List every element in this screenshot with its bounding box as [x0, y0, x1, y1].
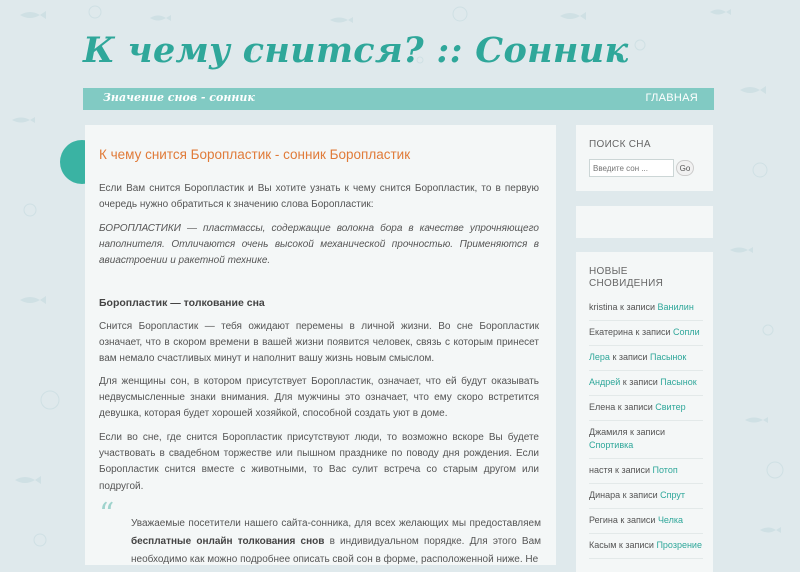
- comment-post-link[interactable]: Пасынок: [660, 377, 697, 387]
- comment-post-link[interactable]: Челка: [657, 515, 684, 525]
- search-widget: [576, 125, 713, 191]
- comment-connector: к записи: [629, 427, 665, 437]
- comment-author[interactable]: Андрей: [589, 377, 621, 387]
- comment-connector: к записи: [620, 515, 656, 525]
- comment-author: Динара: [589, 490, 621, 500]
- post-subheading: Боропластик — толкование сна: [99, 297, 265, 309]
- comment-connector: к записи: [620, 302, 656, 312]
- navbar: [83, 88, 714, 110]
- site-tagline[interactable]: Значение снов - сонник: [103, 91, 255, 104]
- comment-author: Елена: [589, 402, 616, 412]
- recent-comments-list: [589, 296, 703, 559]
- comment-post-link[interactable]: Сопли: [673, 327, 700, 337]
- comment-connector: к записи: [622, 490, 658, 500]
- post-paragraph-3: Если во сне, где снится Боропластик присутствуют люди, то возможно вскоре Вы будете участвовать в свадебном торжестве или пышном празднике по поводу дня рождения. Если Боропластик снится вместе с животными, то Вас сулит встреча со старым другом или подругой.: [99, 432, 539, 492]
- post-intro: Если Вам снится Боропластик и Вы хотите узнать к чему снится Боропластик, то в первую очередь нужно обратиться к значению слова Боропластик:: [99, 183, 539, 211]
- recent-comment-item: [589, 459, 703, 484]
- comment-post-link[interactable]: Спортивка: [589, 440, 634, 450]
- recent-comment-item: [589, 296, 703, 321]
- blockquote: [131, 515, 541, 565]
- comment-connector: к записи: [618, 540, 654, 550]
- post-paragraph-1: Снится Боропластик — тебя ожидают перемены в личной жизни. Во сне Боропластик означает, что в скором времени в вашей жизни появится человек, связь с которым принесет вам немало счастливых минут и наполнит вашу жизнь новым смыслом.: [99, 321, 539, 365]
- site-title[interactable]: К чему снится? :: Сонник: [83, 30, 629, 71]
- comment-post-link[interactable]: Свитер: [655, 402, 686, 412]
- empty-widget: [576, 206, 713, 238]
- recent-comment-item: [589, 346, 703, 371]
- nav-home-link[interactable]: ГЛАВНАЯ: [645, 92, 698, 104]
- comment-author: настя: [589, 465, 613, 475]
- comment-connector: к записи: [617, 402, 653, 412]
- comment-post-link[interactable]: Пасынок: [649, 352, 687, 362]
- comment-author[interactable]: Лера: [589, 352, 610, 362]
- search-input[interactable]: [589, 159, 674, 177]
- comment-connector: к записи: [612, 352, 648, 362]
- recent-comment-item: [589, 321, 703, 346]
- comment-post-link[interactable]: Прозрение: [656, 540, 702, 550]
- quote-mark-icon: “: [99, 497, 115, 532]
- comment-author: Джамиля: [589, 427, 628, 437]
- post-title[interactable]: К чему снится Боропластик - сонник Боропластик: [99, 147, 411, 162]
- post-content: [85, 125, 556, 565]
- quote-text-2: в индивидуальном порядке. Для этого Вам необходимо как можно подробнее описать свой сон в форме, расположенной ниже. Не: [131, 536, 542, 565]
- comment-connector: к записи: [635, 327, 671, 337]
- comment-post-link[interactable]: Ванилин: [657, 302, 694, 312]
- comment-post-link[interactable]: Спрут: [660, 490, 686, 500]
- comment-post-link[interactable]: Потоп: [652, 465, 678, 475]
- recent-widget-title: НОВЫЕ СНОВИДЕНИЯ: [589, 266, 664, 289]
- comment-author: kristina: [589, 302, 618, 312]
- comment-author: Екатерина: [589, 327, 633, 337]
- recent-comment-item: [589, 509, 703, 534]
- quote-bold-text: бесплатные онлайн толкования снов: [131, 536, 325, 547]
- recent-comment-item: [589, 396, 703, 421]
- recent-comment-item: [589, 371, 703, 396]
- search-widget-title: ПОИСК СНА: [589, 139, 651, 150]
- comment-author: Регина: [589, 515, 618, 525]
- post-paragraph-2: Для женщины сон, в котором присутствует Боропластик, означает, что ей будут оказывать недвусмысленные знаки внимания. Для мужчины это означает, что ему скоро встретится девушка, которая будет хорошей хозяйкой, способной создать уют в доме.: [99, 376, 539, 420]
- recent-comment-item: [589, 484, 703, 509]
- recent-comment-item: [589, 534, 703, 559]
- comment-author: Касым: [589, 540, 617, 550]
- comment-connector: к записи: [622, 377, 658, 387]
- recent-comments-widget: [576, 252, 713, 572]
- recent-comment-item: [589, 421, 703, 459]
- search-button[interactable]: Go: [676, 160, 694, 176]
- quote-text-1: Уважаемые посетители нашего сайта-сонника, для всех желающих мы предоставляем: [131, 518, 541, 529]
- post-definition: БОРОПЛАСТИКИ — пластмассы, содержащие волокна бора в качестве упрочняющего наполнителя. Отличаются очень высокой механической прочностью. Применяются в авиастроении и ракетной технике.: [99, 223, 539, 267]
- comment-connector: к записи: [615, 465, 650, 475]
